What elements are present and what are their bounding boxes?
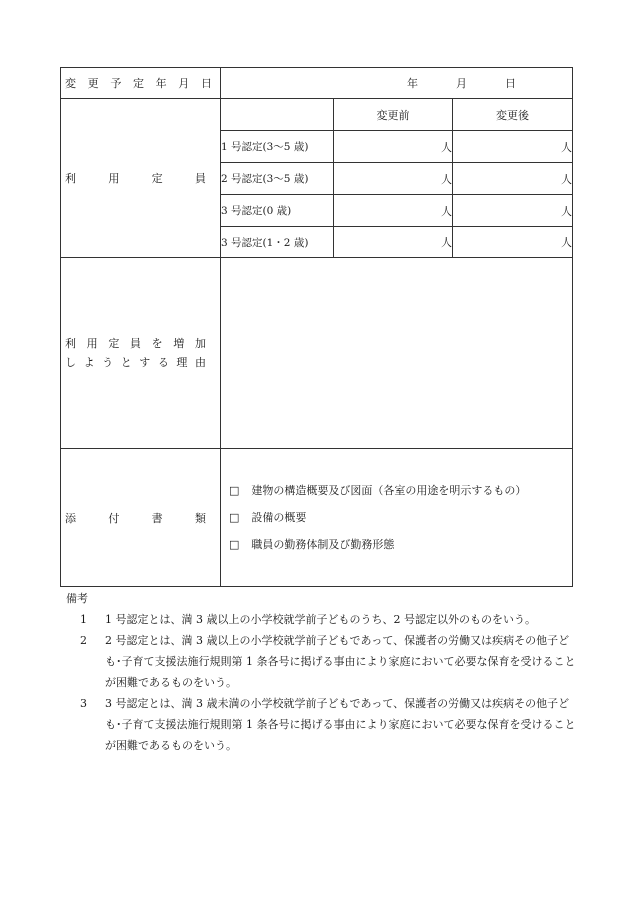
notes-heading: 備考	[66, 592, 88, 605]
note-number: 1	[80, 613, 87, 626]
date-label: 変 更 予 定 年 月 日	[61, 68, 221, 99]
checkbox-icon[interactable]: □	[229, 511, 240, 524]
capacity-header-blank	[221, 99, 334, 131]
attachments-list	[221, 449, 573, 587]
reason-label: 利 用 定 員 を 増 加 し よ う と す る 理 由	[61, 258, 221, 449]
attachments-label: 添 付 書 類	[61, 449, 221, 587]
attachment-item[interactable]: □ 職員の勤務体制及び勤務形態	[221, 531, 572, 558]
capacity-label: 利 用 定 員	[61, 99, 221, 258]
capacity-category: 2 号認定(3～5 歳)	[221, 163, 334, 195]
header-before: 変更前	[334, 99, 453, 131]
change-form-table	[60, 67, 573, 587]
year-unit: 年	[407, 77, 419, 90]
date-row	[61, 68, 573, 99]
checkbox-icon[interactable]: □	[229, 484, 240, 497]
reason-row	[61, 258, 573, 449]
capacity-category: 3 号認定(1・2 歳)	[221, 227, 334, 258]
capacity-after-field[interactable]: 人	[453, 163, 573, 195]
note-text: 2 号認定とは、満 3 歳以上の小学校就学前子どもであって、保護者の労働又は疾病その他子ども･子育て支援法施行規則第 1 条各号に掲げる事由により家庭において必要な保育を受けることが困難であるものをいう。	[105, 634, 576, 689]
capacity-header-row	[61, 99, 573, 131]
note-number: 2	[80, 634, 87, 647]
capacity-category: 1 号認定(3～5 歳)	[221, 131, 334, 163]
note-number: 3	[80, 697, 87, 710]
checkbox-icon[interactable]: □	[229, 538, 240, 551]
capacity-before-field[interactable]: 人	[334, 131, 453, 163]
reason-field[interactable]	[221, 258, 573, 449]
note-item	[66, 693, 576, 756]
attachment-item[interactable]: □ 設備の概要	[221, 504, 572, 531]
capacity-after-field[interactable]: 人	[453, 195, 573, 227]
attachment-item[interactable]: □ 建物の構造概要及び図面（各室の用途を明示するもの）	[221, 477, 572, 504]
note-text: 1 号認定とは、満 3 歳以上の小学校就学前子どものうち、2 号認定以外のものをいう。	[105, 613, 536, 626]
note-item	[66, 630, 576, 693]
notes-section	[66, 588, 576, 756]
capacity-before-field[interactable]: 人	[334, 195, 453, 227]
attachments-row	[61, 449, 573, 587]
date-field[interactable]	[221, 68, 573, 99]
capacity-before-field[interactable]: 人	[334, 163, 453, 195]
note-item	[66, 609, 576, 630]
header-after: 変更後	[453, 99, 573, 131]
capacity-before-field[interactable]: 人	[334, 227, 453, 258]
day-unit: 日	[505, 77, 517, 90]
capacity-category: 3 号認定(0 歳)	[221, 195, 334, 227]
capacity-after-field[interactable]: 人	[453, 131, 573, 163]
note-text: 3 号認定とは、満 3 歳未満の小学校就学前子どもであって、保護者の労働又は疾病その他子ども･子育て支援法施行規則第 1 条各号に掲げる事由により家庭において必要な保育を受けることが困難であるものをいう。	[105, 697, 576, 752]
month-unit: 月	[456, 77, 468, 90]
capacity-after-field[interactable]: 人	[453, 227, 573, 258]
